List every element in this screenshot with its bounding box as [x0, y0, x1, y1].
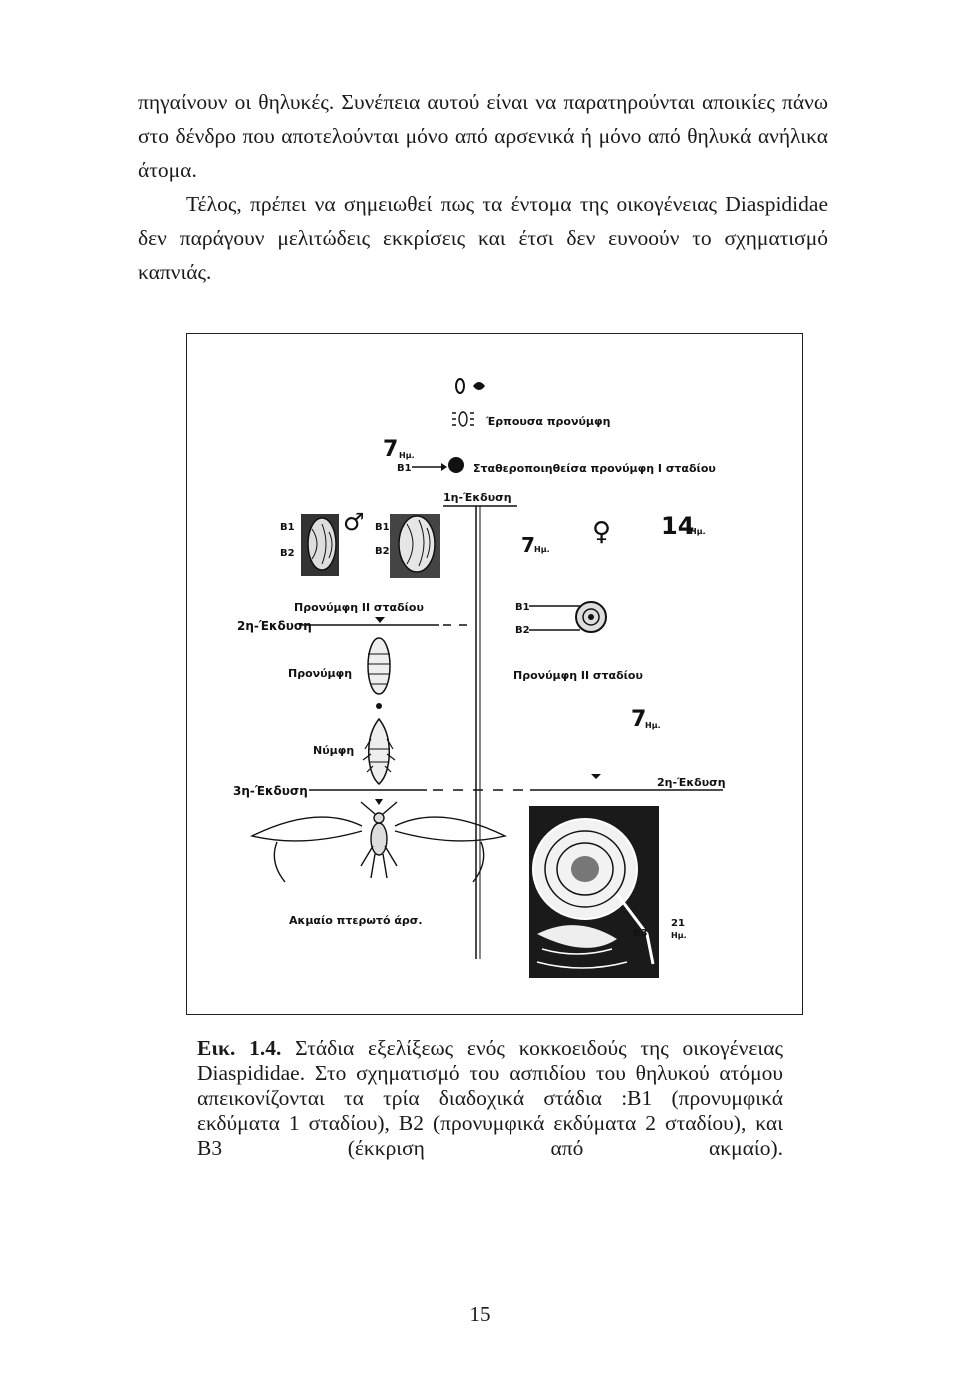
second-instar-female-label: Προνύμφη ΙΙ σταδίου — [513, 669, 643, 682]
day-unit-right: Ημ. — [645, 721, 661, 730]
page-number: 15 — [469, 1302, 491, 1326]
arrow-head — [441, 463, 447, 471]
b2-label-m2: Β2 — [375, 546, 390, 557]
paragraph-2 — [138, 187, 828, 289]
male-scale-image-2 — [390, 514, 440, 578]
egg-icon — [456, 379, 464, 393]
life-cycle-figure — [186, 333, 803, 1015]
second-molt-right-label: 2η-Έκδυση — [657, 776, 726, 789]
prepupa-icon — [368, 638, 390, 694]
male-scale-image-1 — [301, 514, 339, 576]
text-line: Τέλος, πρέπει να σημειωθεί πως τα έντομα της οικογένειας Diaspididae — [186, 192, 828, 216]
b3-label: Β3 — [633, 928, 648, 939]
first-molt-label: 1η-Έκδυση — [443, 491, 512, 504]
day-unit-14: Ημ. — [690, 527, 706, 536]
pupa-icon — [363, 719, 395, 784]
text-line: άτομα. — [138, 158, 197, 182]
day-unit-top: Ημ. — [399, 451, 415, 460]
days-7-right: 7 — [631, 707, 647, 732]
male-symbol: ♂ — [343, 508, 365, 536]
days-14: 14 — [661, 512, 695, 540]
settled-first-label: Σταθεροποιηθείσα προνύμφη Ι σταδίου — [473, 462, 716, 475]
crawler-label: Έρπουσα προνύμφη — [486, 415, 611, 428]
b1-label-top: Β1 — [397, 463, 412, 474]
pupa-label: Νύμφη — [313, 744, 355, 757]
text-line: καπνιάς. — [138, 260, 212, 284]
adult-male-label: Ακμαίο πτερωτό άρσ. — [289, 914, 423, 927]
stage-dot — [376, 703, 382, 709]
b1-label-m1: Β1 — [280, 522, 295, 533]
text-line: δεν παράγουν μελιτώδεις εκκρίσεις και έτσι δεν ευνοούν το σχηματισμό — [138, 226, 828, 250]
figure-caption — [197, 1036, 783, 1161]
text-line: στο δένδρο που αποτελούνται μόνο από αρσενικά ή μόνο από θηλυκά ανήλικα — [138, 124, 828, 148]
b1-label-m2: Β1 — [375, 522, 390, 533]
text-line: πηγαίνουν οι θηλυκές. Συνέπεια αυτού είναι να παρατηρούνται αποικίες πάνω — [138, 90, 828, 114]
life-cycle-diagram — [187, 334, 804, 1016]
female-symbol: ♀ — [592, 517, 612, 547]
arrow-head — [375, 617, 385, 623]
eggs-cluster-icon — [473, 382, 485, 390]
paragraph-1 — [138, 85, 828, 187]
second-molt-left-label: 2η-Έκδυση — [237, 619, 312, 633]
prepupa-label: Προνύμφη — [288, 667, 353, 680]
arrow-head — [375, 799, 383, 805]
day-unit-21: Ημ. — [671, 931, 687, 940]
caption-text: Στάδια εξελίξεως ενός κοκκοειδούς της οικογένειας Diaspididae. Στο σχηματισμό του ασπιδίου του θηλυκού ατόμου απεικονίζονται τα τρία διαδοχικά στάδια :Β1 (προνυμφικά εκδύματα 1 σταδίου), Β2 (προνυμφικά εκδύματα 2 σταδίου), και Β3 (έκκριση από ακμαίο). — [197, 1036, 783, 1160]
caption-number: Εικ. 1.4. — [197, 1036, 282, 1060]
day-unit-mid: Ημ. — [534, 545, 550, 554]
settled-crawler-icon — [448, 457, 464, 473]
days-21: 21 — [671, 918, 685, 929]
second-instar-male-label: Προνύμφη ΙΙ σταδίου — [294, 601, 424, 614]
b1-label-f: Β1 — [515, 602, 530, 613]
b2-label-m1: Β2 — [280, 548, 295, 559]
days-7-mid: 7 — [521, 533, 535, 557]
b2-label-f: Β2 — [515, 625, 530, 636]
female-scale-icon — [576, 602, 606, 632]
crawler-icon — [452, 412, 474, 426]
arrow-head — [591, 774, 601, 779]
third-molt-label: 3η-Έκδυση — [233, 784, 308, 798]
adult-male-icon — [252, 802, 505, 882]
adult-female-scale-image — [529, 806, 659, 978]
days-7-top: 7 — [383, 437, 399, 462]
